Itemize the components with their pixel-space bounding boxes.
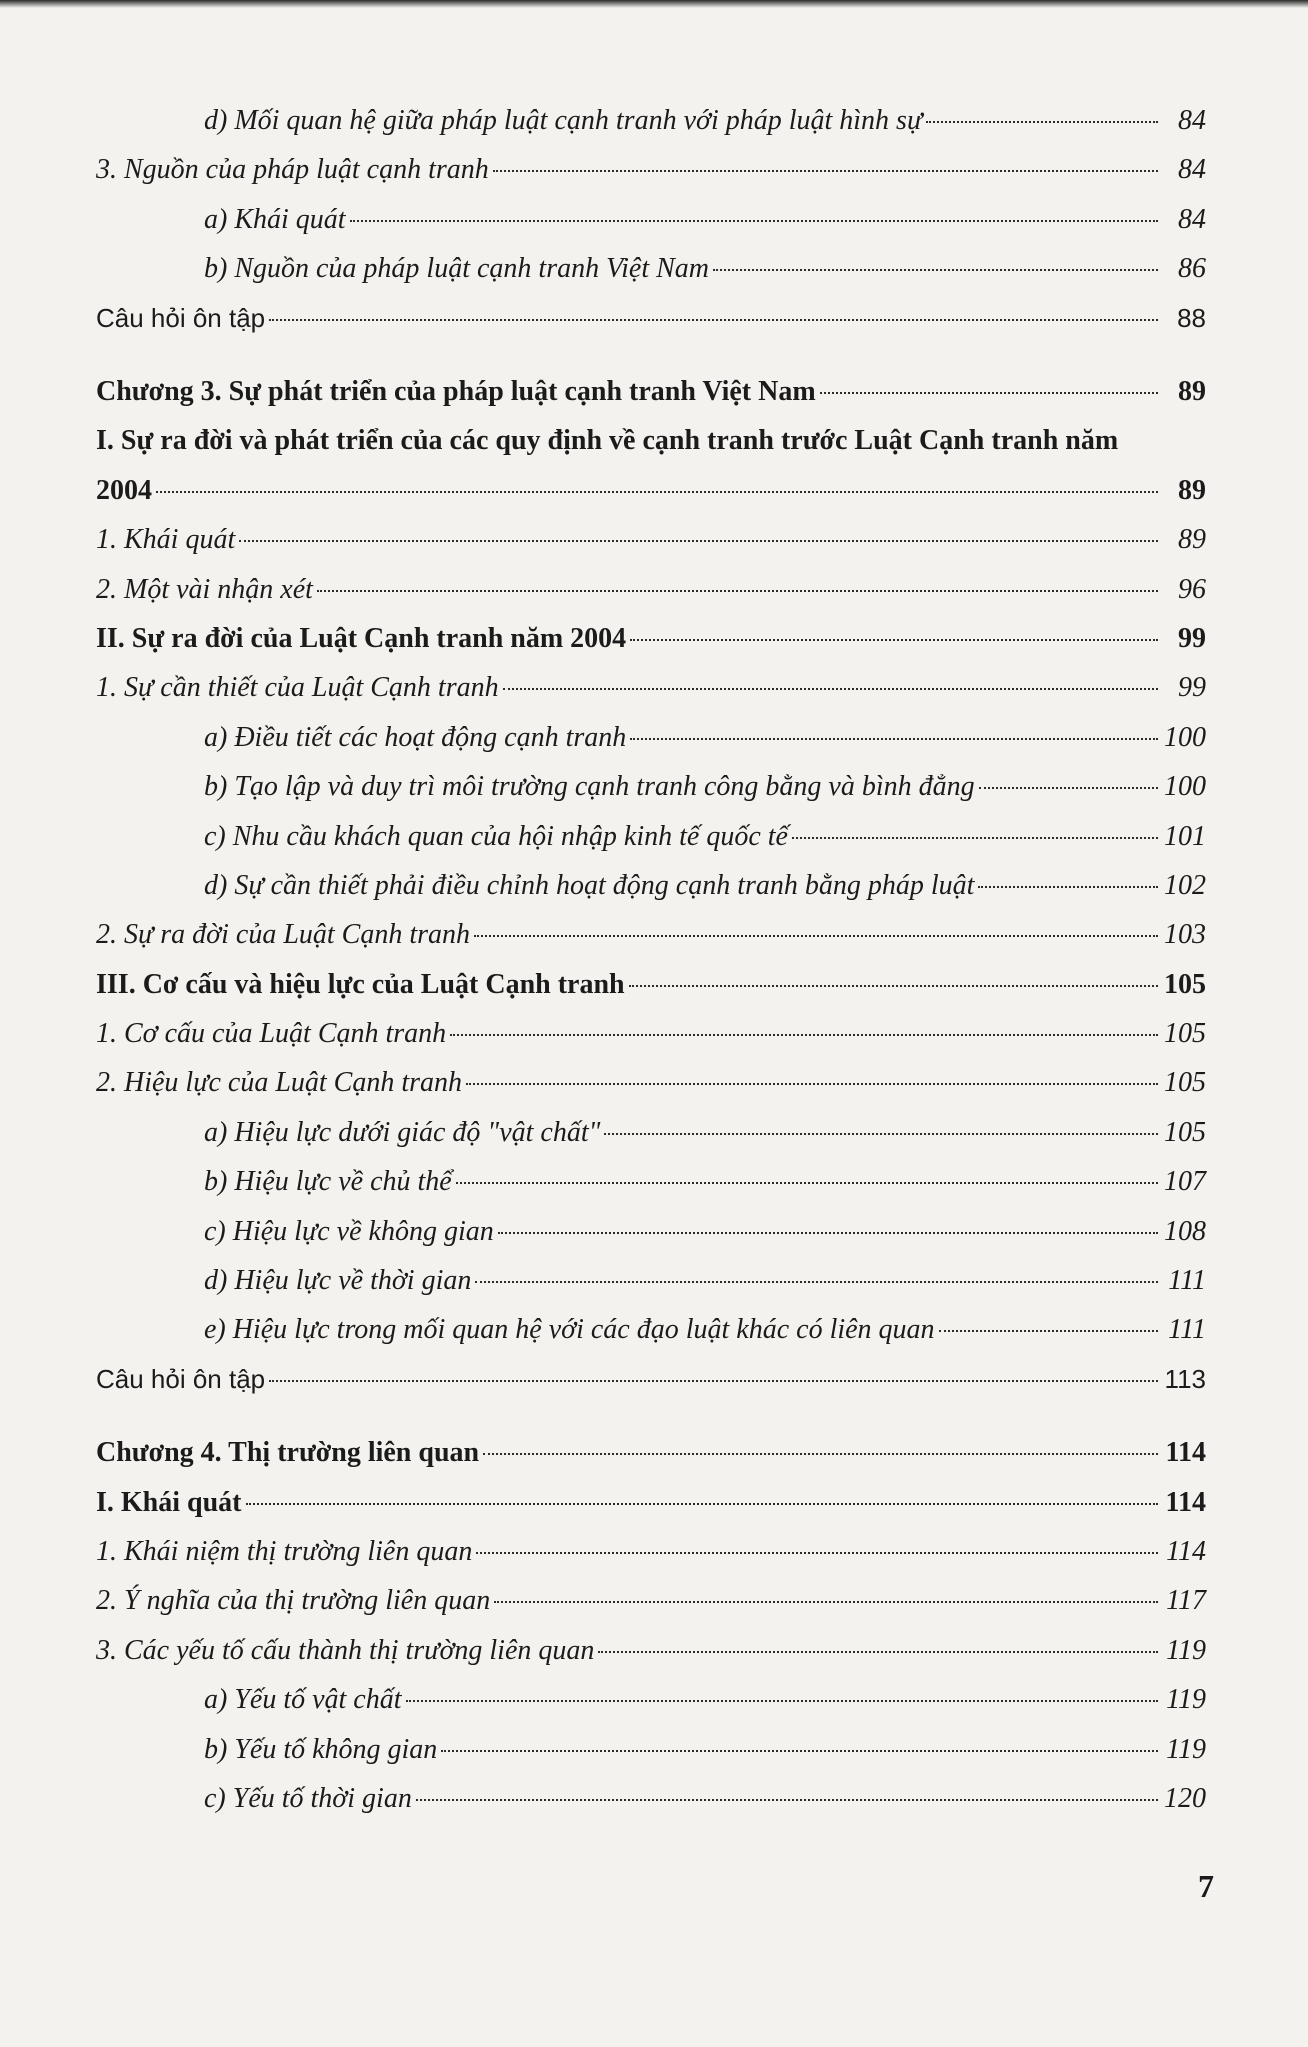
- toc-entry-title: b) Hiệu lực về chủ thể: [204, 1166, 452, 1198]
- toc-entry-title: I. Khái quát: [96, 1486, 242, 1518]
- toc-entry-title: Câu hỏi ôn tập: [96, 302, 266, 333]
- dot-leader: [406, 1700, 1158, 1702]
- toc-entry-title: 2. Một vài nhận xét: [96, 573, 313, 605]
- toc-entry: [96, 1305, 1206, 1354]
- toc-entry-page: 107: [1164, 1166, 1206, 1198]
- toc-entry-page: 102: [1164, 869, 1206, 901]
- dot-leader: [630, 639, 1158, 641]
- toc-entry: [96, 1675, 1206, 1724]
- toc-entry: [96, 762, 1206, 811]
- dot-leader: [476, 1552, 1158, 1554]
- dot-leader: [494, 1601, 1158, 1603]
- dot-leader: [483, 1453, 1158, 1455]
- dot-leader: [269, 319, 1158, 321]
- toc-entry: [96, 1157, 1206, 1206]
- toc-entry: [96, 614, 1206, 663]
- toc-entry: [96, 244, 1206, 293]
- toc-entry-title: 1. Sự cần thiết của Luật Cạnh tranh: [96, 672, 499, 704]
- dot-leader: [239, 540, 1158, 542]
- toc-entry-title: e) Hiệu lực trong mối quan hệ với các đạo luật khác có liên quan: [204, 1314, 935, 1346]
- toc-entry-title: 3. Nguồn của pháp luật cạnh tranh: [96, 154, 489, 186]
- toc-entry-title: 1. Khái quát: [96, 524, 236, 556]
- toc-entry: [96, 1428, 1206, 1477]
- toc-entry-title: 2. Sự ra đời của Luật Cạnh tranh: [96, 919, 471, 951]
- dot-leader: [979, 787, 1158, 789]
- toc-entry-page: 119: [1166, 1634, 1206, 1666]
- toc-entry: [96, 1626, 1206, 1675]
- table-of-contents: [96, 96, 1206, 1823]
- toc-entry: [96, 195, 1206, 244]
- toc-entry-page: 84: [1178, 203, 1206, 235]
- dot-leader: [317, 590, 1158, 592]
- dot-leader: [713, 269, 1158, 271]
- toc-entry: [96, 960, 1206, 1009]
- toc-entry-title: I. Sự ra đời và phát triển của các quy định về cạnh tranh trước Luật Cạnh tranh năm: [96, 425, 1119, 457]
- dot-leader: [269, 1380, 1158, 1382]
- toc-entry-page: 100: [1164, 771, 1206, 803]
- toc-entry-page: 89: [1178, 375, 1206, 407]
- toc-entry: [96, 1256, 1206, 1305]
- toc-entry-page: 111: [1168, 1314, 1206, 1346]
- dot-leader: [474, 935, 1158, 937]
- toc-entry: [96, 1108, 1206, 1157]
- toc-entry: [96, 713, 1206, 762]
- toc-entry: [96, 515, 1206, 564]
- toc-entry-page: 99: [1178, 672, 1206, 704]
- toc-entry-title: Chương 4. Thị trường liên quan: [96, 1437, 480, 1469]
- toc-entry-page: 84: [1178, 105, 1206, 136]
- dot-leader: [629, 985, 1158, 987]
- toc-entry: [96, 1478, 1206, 1527]
- toc-entry-title: III. Cơ cấu và hiệu lực của Luật Cạnh tranh: [96, 968, 625, 1000]
- page-number: 7: [1198, 1868, 1214, 1904]
- dot-leader: [466, 1083, 1158, 1085]
- toc-entry-page: 113: [1164, 1363, 1206, 1394]
- toc-entry-title: d) Hiệu lực về thời gian: [204, 1265, 472, 1297]
- toc-entry-title: a) Điều tiết các hoạt động cạnh tranh: [204, 721, 627, 753]
- toc-entry: [96, 910, 1206, 959]
- toc-entry-page: 114: [1165, 1437, 1206, 1469]
- toc-entry-page: 105: [1164, 1067, 1206, 1099]
- toc-entry-title: Câu hỏi ôn tập: [96, 1363, 266, 1394]
- toc-entry-title: d) Mối quan hệ giữa pháp luật cạnh tranh với pháp luật hình sự: [204, 105, 923, 136]
- toc-entry-title: 3. Các yếu tố cấu thành thị trường liên quan: [96, 1634, 595, 1666]
- toc-entry-page: 86: [1178, 253, 1206, 285]
- dot-leader: [939, 1330, 1158, 1332]
- toc-entry-title: a) Hiệu lực dưới giác độ "vật chất": [204, 1116, 601, 1148]
- toc-entry: [96, 1576, 1206, 1625]
- toc-entry: [96, 1009, 1206, 1058]
- toc-entry: [96, 663, 1206, 712]
- toc-entry-page: 119: [1166, 1733, 1206, 1765]
- toc-entry-page: 105: [1164, 968, 1206, 1000]
- toc-entry-page: 100: [1164, 721, 1206, 753]
- toc-entry: [96, 1355, 1206, 1404]
- toc-entry-page: 120: [1164, 1782, 1206, 1814]
- toc-entry-title: 1. Cơ cấu của Luật Cạnh tranh: [96, 1018, 447, 1050]
- toc-entry: [96, 1774, 1206, 1823]
- toc-entry: [96, 1725, 1206, 1774]
- toc-entry: [96, 416, 1206, 515]
- toc-entry-title: c) Nhu cầu khách quan của hội nhập kinh tế quốc tế: [204, 820, 788, 852]
- toc-entry-title: a) Khái quát: [204, 203, 346, 235]
- dot-leader: [630, 738, 1158, 740]
- toc-entry-page: 114: [1166, 1535, 1206, 1567]
- dot-leader: [503, 688, 1158, 690]
- toc-entry-page: 84: [1178, 154, 1206, 186]
- dot-leader: [598, 1651, 1158, 1653]
- toc-entry: [96, 96, 1206, 145]
- toc-entry-page: 101: [1164, 820, 1206, 852]
- toc-entry-page: 117: [1166, 1585, 1206, 1617]
- toc-entry: [96, 294, 1206, 343]
- dot-leader: [978, 886, 1158, 888]
- toc-entry-page: 88: [1177, 302, 1206, 333]
- toc-entry-title: b) Tạo lập và duy trì môi trường cạnh tranh công bằng và bình đẳng: [204, 771, 975, 803]
- dot-leader: [792, 837, 1158, 839]
- dot-leader: [246, 1503, 1159, 1505]
- toc-entry-title: II. Sự ra đời của Luật Cạnh tranh năm 2004: [96, 622, 627, 654]
- dot-leader: [456, 1182, 1158, 1184]
- toc-entry-title: b) Nguồn của pháp luật cạnh tranh Việt Nam: [204, 253, 709, 285]
- toc-entry-title: 2. Hiệu lực của Luật Cạnh tranh: [96, 1067, 463, 1099]
- toc-entry-title: 1. Khái niệm thị trường liên quan: [96, 1535, 473, 1567]
- dot-leader: [604, 1133, 1158, 1135]
- toc-entry-title: c) Hiệu lực về không gian: [204, 1215, 494, 1247]
- toc-entry-title-continued: 2004: [96, 474, 152, 506]
- dot-leader: [350, 220, 1158, 222]
- dot-leader: [493, 170, 1158, 172]
- toc-entry-page: 96: [1178, 573, 1206, 605]
- toc-entry-page: 103: [1164, 919, 1206, 951]
- toc-entry-page: 89: [1178, 474, 1206, 506]
- toc-entry-page: 108: [1164, 1215, 1206, 1247]
- toc-entry-page: 111: [1168, 1265, 1206, 1297]
- toc-entry: [96, 861, 1206, 910]
- toc-entry: [96, 1058, 1206, 1107]
- dot-leader: [820, 392, 1158, 394]
- toc-entry-title: Chương 3. Sự phát triển của pháp luật cạnh tranh Việt Nam: [96, 375, 816, 407]
- toc-entry: [96, 1527, 1206, 1576]
- dot-leader: [416, 1799, 1158, 1801]
- toc-entry-page: 114: [1165, 1486, 1206, 1518]
- toc-entry-title: b) Yếu tố không gian: [204, 1733, 438, 1765]
- dot-leader: [926, 121, 1158, 123]
- toc-entry-page: 105: [1164, 1018, 1206, 1050]
- toc-entry-title: d) Sự cần thiết phải điều chỉnh hoạt động cạnh tranh bằng pháp luật: [204, 869, 975, 901]
- dot-leader: [450, 1034, 1158, 1036]
- toc-entry: [96, 145, 1206, 194]
- dot-leader: [156, 491, 1158, 493]
- toc-entry-page: 99: [1178, 622, 1206, 654]
- dot-leader: [475, 1281, 1158, 1283]
- toc-entry: [96, 1207, 1206, 1256]
- toc-entry-page: 105: [1164, 1116, 1206, 1148]
- toc-entry-page: 119: [1166, 1684, 1206, 1716]
- toc-entry-title: a) Yếu tố vật chất: [204, 1684, 402, 1716]
- dot-leader: [441, 1750, 1158, 1752]
- toc-entry: [96, 565, 1206, 614]
- toc-entry: [96, 367, 1206, 416]
- toc-entry-page: 89: [1178, 524, 1206, 556]
- dot-leader: [498, 1232, 1158, 1234]
- toc-entry-title: c) Yếu tố thời gian: [204, 1782, 412, 1814]
- toc-entry-title: 2. Ý nghĩa của thị trường liên quan: [96, 1585, 491, 1617]
- toc-entry: [96, 812, 1206, 861]
